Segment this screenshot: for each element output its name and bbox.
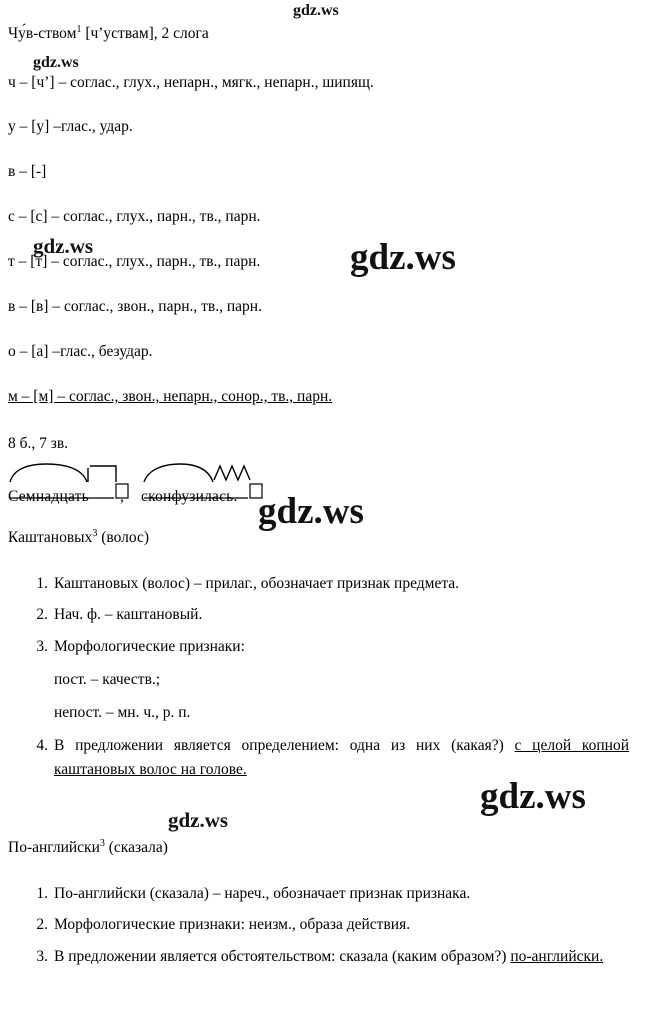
list-item — [28, 603, 639, 626]
heading-text: Чу́в-ством$^1$ [ч’уствам], 2 слога — [8, 24, 209, 43]
phonetic-text: м – [м] – соглас., звон., непарн., сонор., тв., парн. — [8, 388, 333, 405]
sub-line-constant — [28, 668, 639, 691]
watermark: gdz.ws — [33, 234, 94, 258]
phonetic-line-1 — [0, 74, 647, 92]
list-marker: 3. — [36, 947, 48, 965]
list-item-text: Нач. ф. – каштановый. — [54, 606, 203, 624]
sub-line-text: пост. – качеств.; — [54, 670, 161, 688]
list-item-text: По-английски (сказала) – нареч., обозначает признак признака. — [54, 885, 471, 902]
list-item-text: Морфологические признаки: — [54, 637, 245, 655]
list-item-underlined-text: с целой копной каштановых волос на голове. — [54, 737, 629, 778]
phonetic-text: в – [в] – соглас., звон., парн., тв., парн. — [8, 298, 262, 315]
watermark: gdz.ws — [350, 237, 456, 278]
scheme-word-two: сконфузилась. — [141, 488, 238, 505]
section-title-text: По-английски$^3$ (сказала) — [8, 838, 168, 857]
list-item — [28, 635, 639, 658]
phonetic-line-5 — [0, 253, 647, 271]
phonetic-text: о – [а] –глас., безудар. — [8, 343, 153, 360]
section-three-list — [0, 882, 647, 970]
sub-line-text: непост. – мн. ч., р. п. — [54, 704, 191, 721]
phonetic-text: ч – [ч’] – соглас., глух., непарн., мягк., непарн., шипящ. — [8, 74, 374, 91]
list-item-text: В предложении является обстоятельством: сказала (каким образом?) — [54, 947, 511, 965]
list-item — [28, 882, 639, 905]
analysis-heading — [0, 24, 647, 43]
list-item — [28, 572, 639, 595]
phonetic-text: т – [т] – соглас., глух., парн., тв., парн. — [8, 253, 261, 270]
list-item-underlined-text: по-английски. — [510, 947, 604, 965]
phonetic-line-7 — [0, 343, 647, 361]
list-marker: 3. — [36, 637, 48, 655]
count-text: 8 б., 7 зв. — [8, 435, 69, 452]
section-three-title — [0, 838, 647, 857]
phonetic-text: в – [-] — [8, 163, 47, 180]
watermark: gdz.ws — [480, 776, 586, 817]
list-marker: 1. — [36, 575, 48, 592]
watermark: gdz.ws — [33, 54, 79, 71]
letters-sounds-count — [0, 435, 647, 453]
list-marker: 2. — [36, 916, 48, 934]
list-marker: 1. — [36, 885, 48, 902]
phonetic-line-8 — [0, 388, 647, 406]
section-two-title — [0, 528, 647, 547]
list-item-text: Каштановых (волос) – прилаг., обозначает признак предмета. — [54, 575, 460, 592]
phonetic-line-2 — [0, 118, 647, 136]
watermark: gdz.ws — [258, 491, 364, 532]
phonetic-text: у – [у] –глас., удар. — [8, 118, 133, 135]
section-title-text: Каштановых$^3$ (волос) — [8, 528, 150, 547]
watermark: gdz.ws — [168, 808, 229, 832]
list-marker: 4. — [36, 737, 48, 755]
list-item — [28, 734, 629, 781]
section-two-list — [0, 572, 647, 783]
phonetic-line-3 — [0, 163, 647, 181]
list-item — [28, 945, 629, 968]
morpheme-scheme — [8, 462, 308, 506]
list-marker: 2. — [36, 606, 48, 624]
watermark: gdz.ws — [293, 2, 339, 19]
list-item — [28, 913, 639, 936]
phonetic-text: с – [с] – соглас., глух., парн., тв., парн. — [8, 208, 261, 225]
scheme-comma: , — [120, 488, 125, 505]
phonetic-line-6 — [0, 298, 647, 316]
sub-line-variable — [28, 701, 639, 724]
scheme-word-one: Семнадцать — [8, 488, 89, 505]
list-item-text: В предложении является определением: одна из них (какая?) — [54, 737, 515, 755]
phonetic-line-4 — [0, 208, 647, 226]
list-item-text: Морфологические признаки: неизм., образа действия. — [54, 916, 411, 934]
